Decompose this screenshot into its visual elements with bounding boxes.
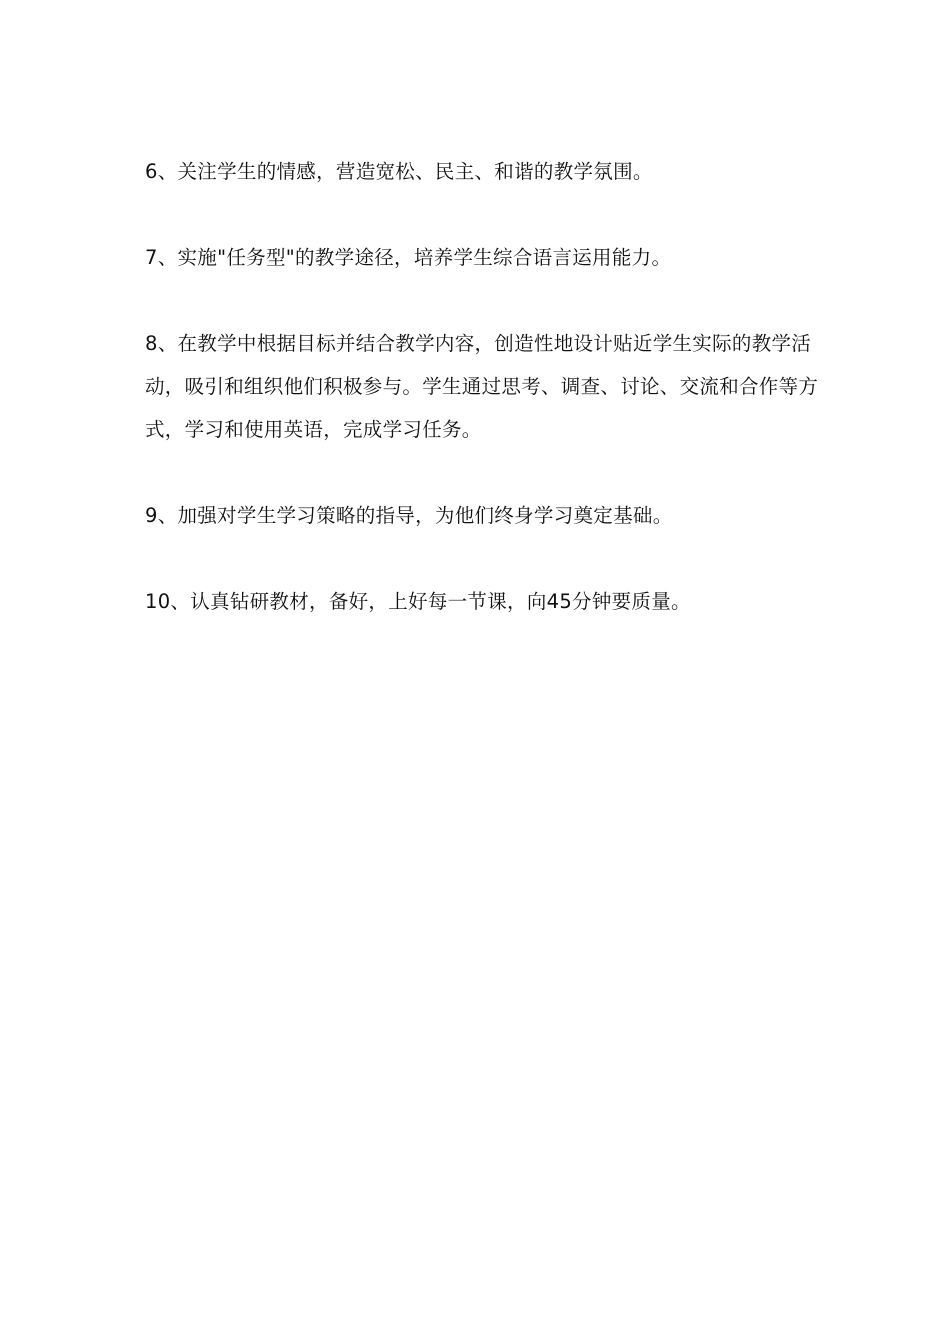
paragraph-item-9: 9、加强对学生学习策略的指导，为他们终身学习奠定基础。 xyxy=(145,504,673,527)
paragraph-item-10: 10、认真钻研教材，备好，上好每一节课，向45分钟要质量。 xyxy=(145,590,691,613)
paragraph-item-6: 6、关注学生的情感，营造宽松、民主、和谐的教学氛围。 xyxy=(145,160,653,183)
paragraph-item-8: 8、在教学中根据目标并结合教学内容，创造性地设计贴近学生实际的教学活动，吸引和组织他们积极参与。学生通过思考、调查、讨论、交流和合作等方式，学习和使用英语，完成学习任务。 xyxy=(145,332,819,441)
paragraph-item-7: 7、实施"任务型"的教学途径，培养学生综合语言运用能力。 xyxy=(145,246,672,269)
document-body xyxy=(145,150,825,623)
